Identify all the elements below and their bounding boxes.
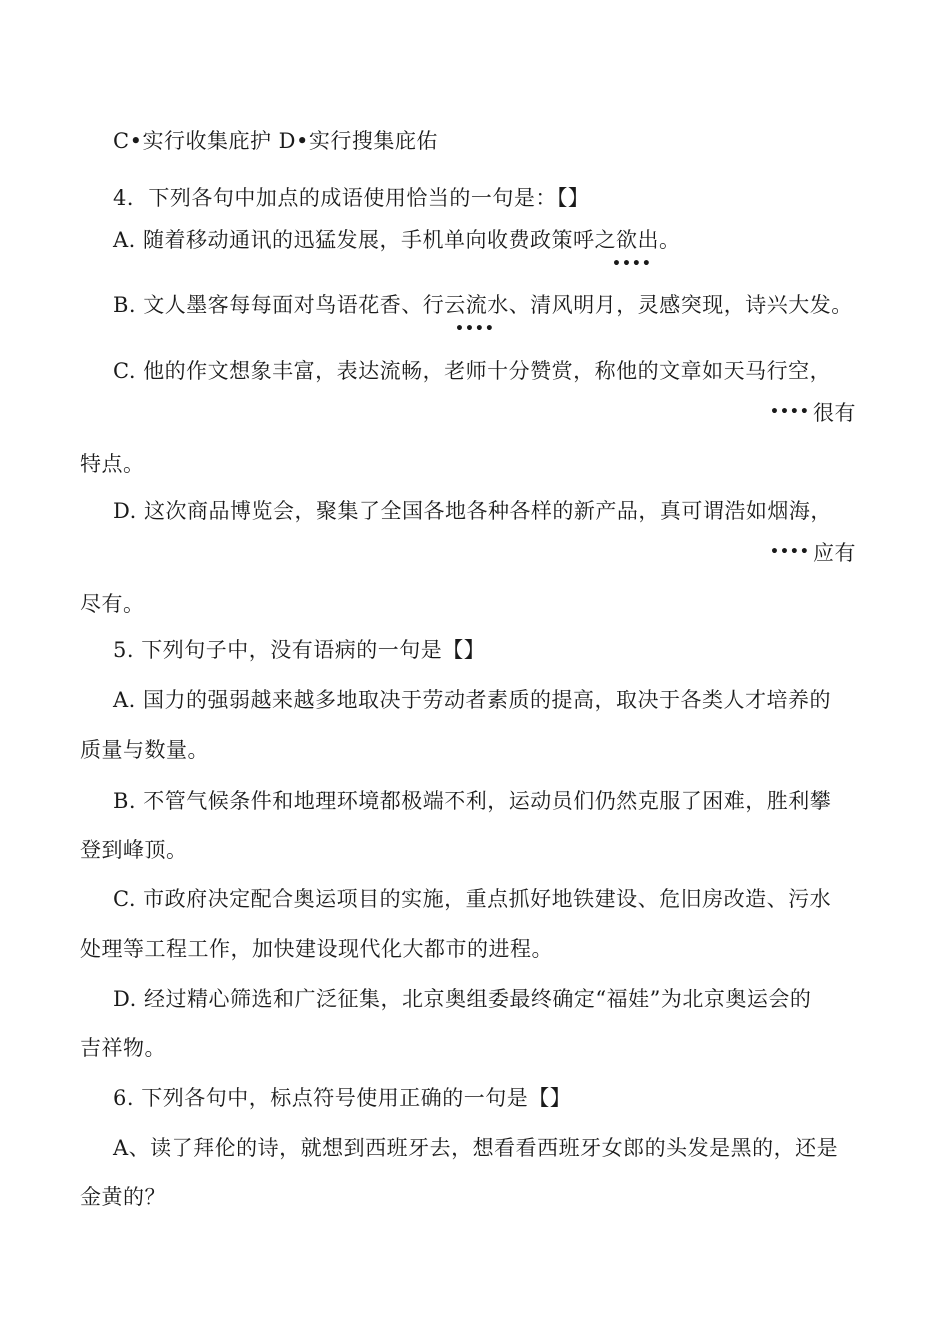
question-5-option-d: D. 经过精心筛选和广泛征集，北京奥组委最终确定“福娃”为北京奥运会的 xyxy=(113,987,812,1011)
emphasis-dots: •••• xyxy=(770,544,810,560)
emphasis-dots: •••• xyxy=(455,321,495,337)
question-4-stem: 4．下列各句中加点的成语使用恰当的一句是：【】 xyxy=(113,186,590,210)
question-5-option-c-cont: 处理等工程工作，加快建设现代化大都市的进程。 xyxy=(80,937,553,961)
question-4-option-b: B. 文人墨客每每面对鸟语花香、行云流水、清风明月，灵感突现，诗兴大发。 xyxy=(113,293,853,317)
question-5-option-a-cont: 质量与数量。 xyxy=(80,738,209,762)
question-4-option-a: A. 随着移动通讯的迅猛发展，手机单向收费政策呼之欲出。 xyxy=(113,228,681,252)
question-5-stem: 5. 下列句子中，没有语病的一句是【】 xyxy=(113,638,486,662)
question-6-option-a-cont: 金黄的？ xyxy=(80,1185,166,1209)
question-4-option-d-tail: 应有 xyxy=(813,541,856,565)
question-5-option-a: A. 国力的强弱越来越多地取决于劳动者素质的提高，取决于各类人才培养的 xyxy=(113,688,832,712)
question-4-option-d-cont: 尽有。 xyxy=(80,592,145,616)
question-5-option-b-cont: 登到峰顶。 xyxy=(80,838,188,862)
question-6-option-a: A、读了拜伦的诗，就想到西班牙去，想看看西班牙女郎的头发是黑的，还是 xyxy=(113,1136,839,1160)
question-4-option-c-tail: 很有 xyxy=(813,401,856,425)
emphasis-dots: •••• xyxy=(770,404,810,420)
question-4-option-d: D. 这次商品博览会，聚集了全国各地各种各样的新产品，真可谓浩如烟海， xyxy=(113,499,832,523)
question-4-option-c-cont: 特点。 xyxy=(80,452,145,476)
question-5-option-c: C. 市政府决定配合奥运项目的实施，重点抓好地铁建设、危旧房改造、污水 xyxy=(113,887,832,911)
question-5-option-b: B. 不管气候条件和地理环境都极端不利，运动员们仍然克服了困难，胜利攀 xyxy=(113,789,832,813)
question-6-stem: 6. 下列各句中，标点符号使用正确的一句是【】 xyxy=(113,1086,572,1110)
question-4-option-c: C. 他的作文想象丰富，表达流畅，老师十分赞赏，称他的文章如天马行空， xyxy=(113,359,832,383)
emphasis-dots: •••• xyxy=(612,256,652,272)
question-5-option-d-cont: 吉祥物。 xyxy=(80,1036,166,1060)
options-c-d-line: C•实行收集庇护 D•实行搜集庇佑 xyxy=(113,129,438,153)
